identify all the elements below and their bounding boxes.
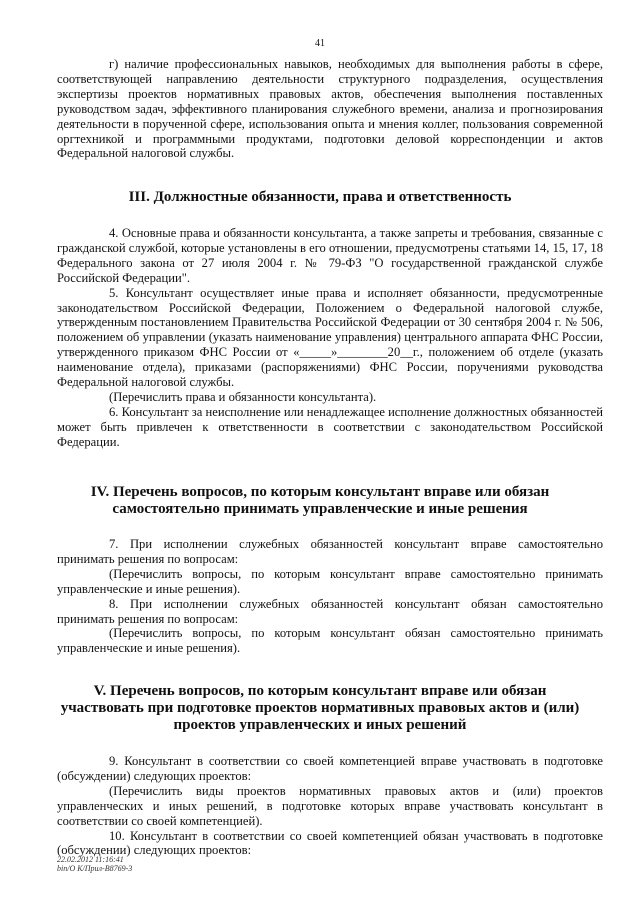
footer-timestamp: 22.02.2012 11:16:41 <box>57 855 124 864</box>
section-5-body <box>57 754 603 858</box>
paragraph-8: 8. При исполнении служебных обязанностей консультант обязан самостоятельно принимать решения по вопросам: <box>57 596 603 626</box>
paragraph-8-note: (Перечислить вопросы, по которым консультант обязан самостоятельно принимать управленческие и иные решения). <box>57 626 603 656</box>
section-3-body <box>57 226 603 450</box>
section-4-heading-line-2: самостоятельно принимать управленческие и иные решения <box>112 501 528 517</box>
section-4-heading <box>40 484 600 518</box>
section-4-heading-line-1: IV. Перечень вопросов, по которым консультант вправе или обязан <box>90 484 550 500</box>
intro-block <box>57 57 603 161</box>
section-3-heading: III. Должностные обязанности, права и ответственность <box>128 189 512 205</box>
footer-file-path: bin/O K/Прил-B8769-3 <box>57 864 133 873</box>
print-footer <box>57 855 132 873</box>
paragraph-7: 7. При исполнении служебных обязанностей консультант вправе самостоятельно принимать решения по вопросам: <box>57 537 603 566</box>
paragraph-5-note: (Перечислить права и обязанности консультанта). <box>109 389 377 404</box>
paragraph-4: 4. Основные права и обязанности консультанта, а также запреты и требования, связанные с гражданской службой, которые установлены в его отношении, предусмотрены статьями 14, 15, 17, 18 Федерального закона от 27 июля 2004 г. № 79-ФЗ "О государственной гражданской службе Российской Федерации". <box>57 226 603 285</box>
paragraph-10: 10. Консультант в соответствии со своей компетенцией обязан участвовать в подготовке (обсуждении) следующих проектов: <box>57 828 603 858</box>
paragraph-g: г) наличие профессиональных навыков, необходимых для выполнения работы в сфере, соответствующей направлению деятельности структурного подразделения, осуществления экспертизы проектов нормативных правовых актов, обеспечения выполнения поставленных руководством задач, эффективного планирования служебного времени, анализа и прогнозирования деятельности в порученной сфере, использования опыта и мнения коллег, пользования современной оргтехникой и программными продуктами, подготовки деловой корреспонденции и актов Федеральной налоговой службы. <box>57 57 603 161</box>
paragraph-6: 6. Консультант за неисполнение или ненадлежащее исполнение должностных обязанностей может быть привлечен к ответственности в соответствии с законодательством Российской Федерации. <box>57 404 603 449</box>
section-5-heading-line-1: V. Перечень вопросов, по которым консультант вправе или обязан <box>93 683 547 699</box>
paragraph-9: 9. Консультант в соответствии со своей компетенцией вправе участвовать в подготовке (обсуждении) следующих проектов: <box>57 754 603 783</box>
section-5-heading-line-2: участвовать при подготовке проектов нормативных правовых актов и (или) <box>60 700 580 716</box>
paragraph-5: 5. Консультант осуществляет иные права и исполняет обязанности, предусмотренные законодательством Российской Федерации, Положением о Федеральной налоговой службе, утвержденным постановлением Правительства Российской Федерации от 30 сентября 2004 г. № 506, положением об управлении (указать наименование управления) центрального аппарата ФНС России, утвержденного приказом ФНС России от «_____»________20__г., положением об отделе (указать наименование отдела), приказами (распоряжениями) ФНС России, поручениями руководства Федеральной налоговой службы. <box>57 285 603 390</box>
section-4-body <box>57 537 603 656</box>
section-5-heading-line-3: проектов управленческих и иных решений <box>173 717 467 733</box>
page-number: 41 <box>315 38 325 49</box>
paragraph-9-note: (Перечислить виды проектов нормативных правовых актов и (или) проектов управленческих и иных решений, в подготовке которых вправе участвовать консультант в соответствии со своей компетенцией). <box>57 783 603 828</box>
paragraph-7-note: (Перечислить вопросы, по которым консультант вправе самостоятельно принимать управленческие и иные решения). <box>57 566 603 596</box>
section-5-heading <box>40 683 600 734</box>
